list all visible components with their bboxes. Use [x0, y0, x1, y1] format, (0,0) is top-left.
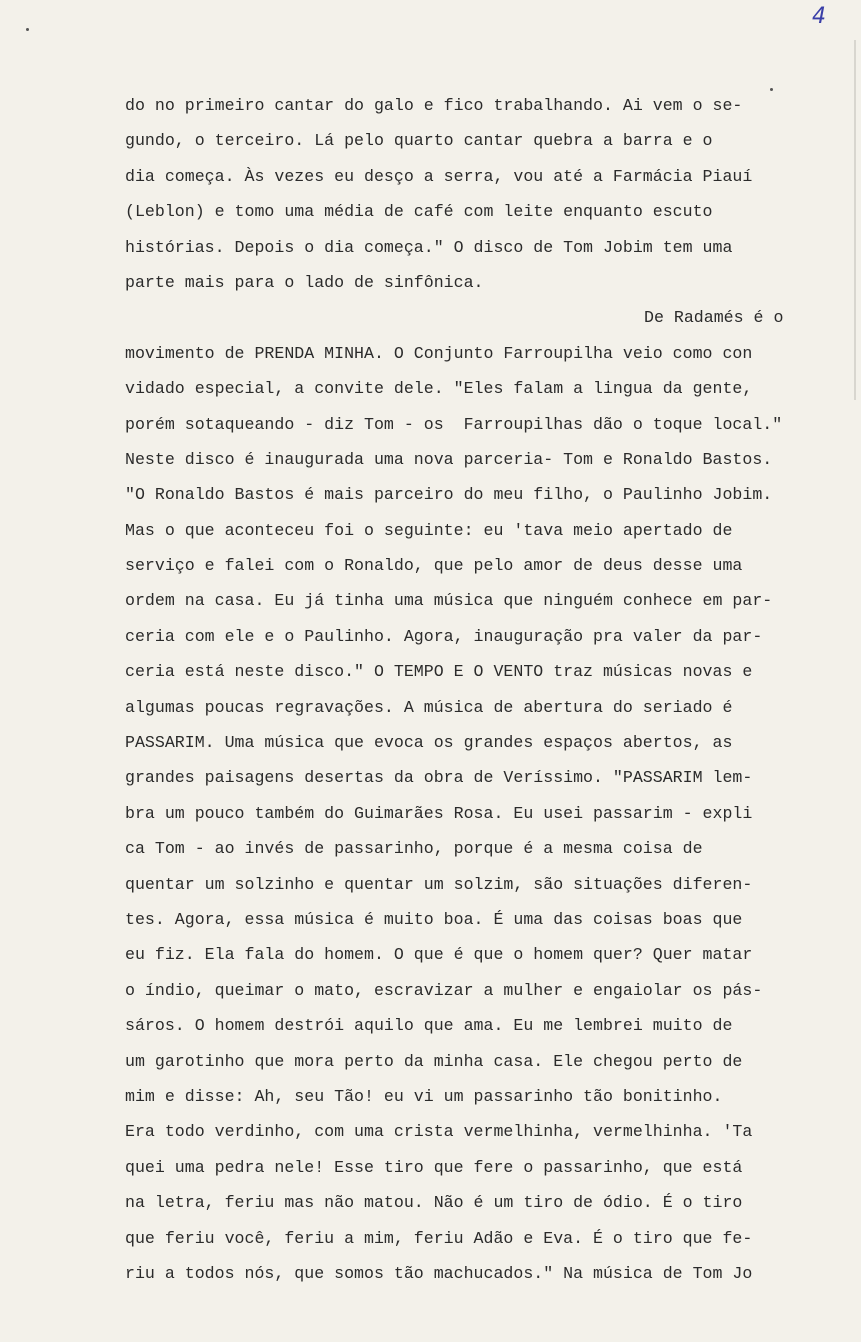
text-line: serviço e falei com o Ronaldo, que pelo amor de deus desse uma — [125, 556, 743, 576]
text-line: algumas poucas regravações. A música de abertura do seriado é — [125, 697, 733, 717]
text-line: riu a todos nós, que somos tão machucados." Na música de Tom Jo — [125, 1263, 753, 1283]
page-edge-shadow — [854, 40, 856, 400]
text-line: quentar um solzinho e quentar um solzim, são situações diferen- — [125, 874, 753, 894]
text-line: do no primeiro cantar do galo e fico trabalhando. Ai vem o se- — [125, 96, 743, 115]
text-line: dia começa. Às vezes eu desço a serra, vou até a Farmácia Piauí — [125, 166, 753, 186]
page-number: 4 — [812, 4, 826, 29]
text-line: tes. Agora, essa música é muito boa. É uma das coisas boas que — [125, 909, 743, 929]
text-line: ca Tom - ao invés de passarinho, porque é a mesma coisa de — [125, 839, 703, 859]
paper-speck — [26, 28, 29, 31]
text-line: Neste disco é inaugurada uma nova parceria- Tom e Ronaldo Bastos. — [125, 449, 773, 469]
text-line: movimento de PRENDA MINHA. O Conjunto Farroupilha veio como con — [125, 343, 753, 363]
text-line: Era todo verdinho, com uma crista vermelhinha, vermelhinha. 'Ta — [125, 1122, 753, 1142]
text-line: mim e disse: Ah, seu Tão! eu vi um passarinho tão bonitinho. — [125, 1086, 723, 1106]
text-line: histórias. Depois o dia começa." O disco de Tom Jobim tem uma — [125, 237, 733, 257]
text-line: (Leblon) e tomo uma média de café com leite enquanto escuto — [125, 202, 713, 222]
text-line: "O Ronaldo Bastos é mais parceiro do meu filho, o Paulinho Jobim. — [125, 485, 773, 505]
text-line: parte mais para o lado de sinfônica. — [125, 272, 484, 292]
text-line: sáros. O homem destrói aquilo que ama. Eu me lembrei muito de — [125, 1016, 733, 1036]
text-line: um garotinho que mora perto da minha casa. Ele chegou perto de — [125, 1051, 743, 1071]
text-line: que feriu você, feriu a mim, feriu Adão e Eva. É o tiro que fe- — [125, 1228, 753, 1248]
text-line: quei uma pedra nele! Esse tiro que fere o passarinho, que está — [125, 1157, 743, 1177]
text-line: grandes paisagens desertas da obra de Veríssimo. "PASSARIM lem- — [125, 768, 753, 788]
text-line: Mas o que aconteceu foi o seguinte: eu 'tava meio apertado de — [125, 520, 733, 540]
text-line: PASSARIM. Uma música que evoca os grandes espaços abertos, as — [125, 733, 733, 753]
typed-body-text — [125, 88, 825, 1291]
paragraph-1 — [125, 88, 825, 300]
text-line: gundo, o terceiro. Lá pelo quarto cantar quebra a barra e o — [125, 131, 713, 151]
text-line-indented: De Radamés é o — [644, 308, 784, 328]
text-line: vidado especial, a convite dele. "Eles falam a lingua da gente, — [125, 379, 753, 399]
text-line: o índio, queimar o mato, escravizar a mulher e engaiolar os pás- — [125, 980, 763, 1000]
text-line: eu fiz. Ela fala do homem. O que é que o homem quer? Quer matar — [125, 945, 753, 965]
text-line: ceria está neste disco." O TEMPO E O VENTO traz músicas novas e — [125, 662, 753, 682]
text-line: porém sotaqueando - diz Tom - os Farroupilhas dão o toque local." — [125, 414, 783, 434]
paragraph-2 — [125, 300, 825, 1291]
text-line: ordem na casa. Eu já tinha uma música que ninguém conhece em par- — [125, 591, 773, 611]
text-line: ceria com ele e o Paulinho. Agora, inauguração pra valer da par- — [125, 626, 763, 646]
text-line: na letra, feriu mas não matou. Não é um tiro de ódio. É o tiro — [125, 1193, 743, 1213]
text-line: bra um pouco também do Guimarães Rosa. Eu usei passarim - expli — [125, 803, 753, 823]
